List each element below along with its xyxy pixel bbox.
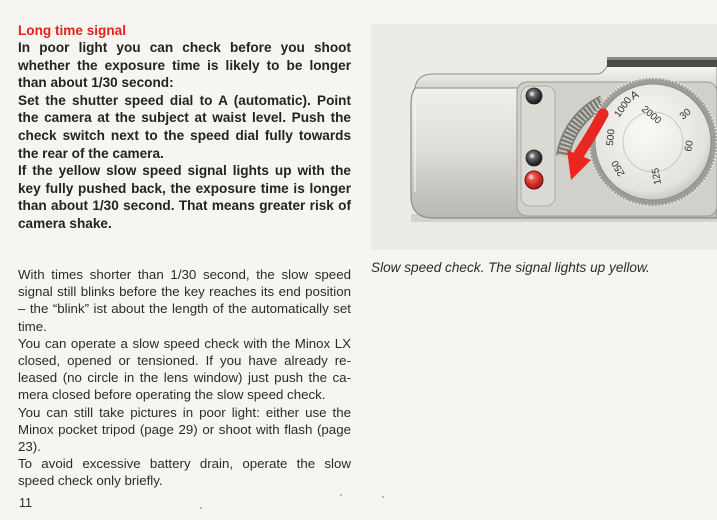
dial-label-250: 250 [609,158,628,178]
top-edge-strip [607,60,717,67]
slow-speed-signal-light [525,171,543,189]
long-time-signal-section [18,22,351,233]
section-title: Long time signal [18,23,126,38]
dial-label-60: 60 [683,139,696,153]
print-speck [382,496,384,498]
body-paragraph-poor-light: You can still take pictures in poor light: either use the Minox pocket tripod (page 29) or shoot with flash (page 23). [18,404,351,455]
figure-caption: Slow speed check. The signal lights up yellow. [371,260,650,275]
body-paragraph-battery: To avoid excessive battery drain, operate the slow speed check only briefly. [18,456,351,489]
dial-label-2000: 2000 [639,103,664,127]
signal-paragraph: If the yellow slow speed signal lights up with the key fully pushed back, the exposure time is longer than about 1/30 second. That means greater risk of camera shake. [18,163,351,231]
camera-photo [371,24,717,250]
print-speck [340,494,342,496]
camera-illustration [371,24,717,250]
body-text [18,266,351,490]
instruction-paragraph: Set the shutter speed dial to A (automatic). Point the camera at the subject at waist level. Push the check switch next to the speed dial fully towards the rear of the camera. [18,92,351,161]
page-number: 11 [19,496,32,510]
intro-paragraph: In poor light you can check before you shoot whether the exposure time is likely to be longer than about 1/30 second: [18,40,351,91]
shutter-speed-dial [589,78,717,206]
dial-label-30: 30 [677,106,694,123]
body-paragraph-blink: With times shorter than 1/30 second, the slow speed signal still blinks before the key reaches its end position – the “blink” ist about the length of the automatically set time. [18,267,351,334]
check-button [526,150,542,166]
print-speck [200,507,202,509]
dial-label-125: 125 [650,167,664,186]
dial-label-500: 500 [605,128,618,147]
top-button [526,88,542,104]
dial-label-1000: 1000 [612,95,635,120]
dial-label-a: A [628,88,641,103]
top-edge-highlight [607,57,717,60]
body-paragraph-operate: You can operate a slow speed check with the Minox LX closed, opened or tensioned. If you have already re-leased (no circle in the lens window) just push the ca-mera closed before operating the slow speed check. [18,335,351,403]
